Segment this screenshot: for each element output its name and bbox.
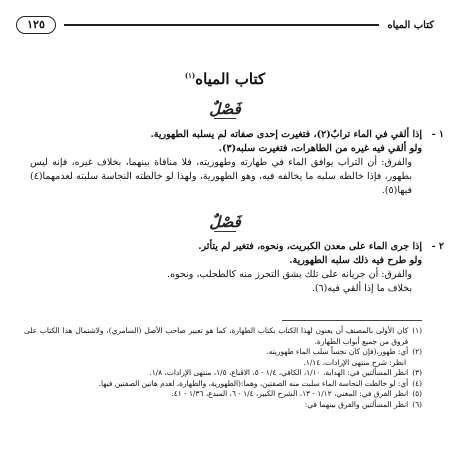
section-1-line-2: ولو ألقي فيه غيره من الطاهرات، فتغيرت سلبه(٣). — [218, 143, 422, 154]
chapter-title-note-ref: (١) — [184, 71, 196, 80]
running-title: كتاب المياه — [387, 19, 434, 31]
footnote: (٢) أي: طهور،(فإن كان نجساً سلب الماء طهوريته. — [266, 347, 422, 356]
section-heading-underline — [214, 118, 236, 119]
chapter-title-text: كتاب المياه — [195, 70, 266, 88]
section-heading-2: فَصْلٌ — [209, 213, 241, 231]
section-1-difference: والفرق: أن التراب يوافق الماء في طهارته وطهوريته، فلا منافاة بينهما، بخلاف غيره، فإنه ليس بطهور، فإذا خالطه سلبه ما يخالفه فيه، وهو الطهورية، ولهذا لو خالطته النجاسة سلبته لعدمهما(٤) فيها(٥). — [30, 157, 412, 196]
section-2-body — [30, 240, 444, 296]
section-2-line-2: ولو طرح فيه ذلك سلبه الطهورية. — [289, 255, 422, 266]
page-number: ١٢٥ — [16, 16, 56, 34]
header-rule — [64, 24, 379, 26]
chapter-title — [0, 70, 450, 88]
section-heading-underline — [214, 231, 236, 232]
footnote: (٦) انظر المسألتين والفرق بينهما في: — [304, 399, 422, 409]
footnote: (١) كان الأولى بالمصنف أن يعنون لهذا الكتاب بكتاب الطهارة، كما هو تعبير صاحب الأصل (السامري)، ولاشتمال هذا الكتاب على فروق من جميع أبواب الطهارة. — [24, 326, 422, 346]
footnote: (٣) انظر المسألتين في: الهداية، ١/١٠، الكافي، ١/٤ - ٥، الاقناع، ١/٥، منتهى الإرادات، ١/٨. — [149, 368, 422, 377]
section-1-line-1: إذا ألقي في الماء ترابٌ(٢)، فتغيرت إحدى صفاته لم يسلبه الطهورية. — [150, 129, 422, 140]
footnote-separator — [282, 320, 422, 321]
section-2-difference: والفرق: أن جريانه على تلك يشق التحرز منه كالطحلب، ونحوه. — [167, 269, 412, 280]
footnotes — [24, 326, 422, 410]
section-1-body — [30, 128, 444, 198]
section-heading-1: فَصْلٌ — [209, 100, 241, 118]
footnote: (٥) انظر الفرق في: المغني، ١/١٢ - ١٣، الشرح الكبير، ١/٤ - ٦، المبدع، ١/٣٦ - ٤١. — [171, 389, 422, 398]
section-2-line-1: إذا جرى الماء على معدن الكبريت، ونحوه، فتغير لم يتأثر. — [198, 241, 422, 252]
running-header — [16, 14, 434, 36]
section-number: ١ - — [431, 129, 444, 140]
section-number: ٢ - — [431, 241, 444, 252]
section-2-line-4: بخلاف ما إذا ألقي فيه(٦). — [311, 283, 412, 294]
footnote: (٤) أي: لو خالطت النجاسة الماء سلبت منه الصفتين، وهما:(الطهورية، والطهارة، لعدم هاتين الصفتين فيها. — [98, 378, 422, 388]
footnote-continuation: انظر: شرح منتهى الإرادات، ١/١٤. — [303, 357, 406, 367]
